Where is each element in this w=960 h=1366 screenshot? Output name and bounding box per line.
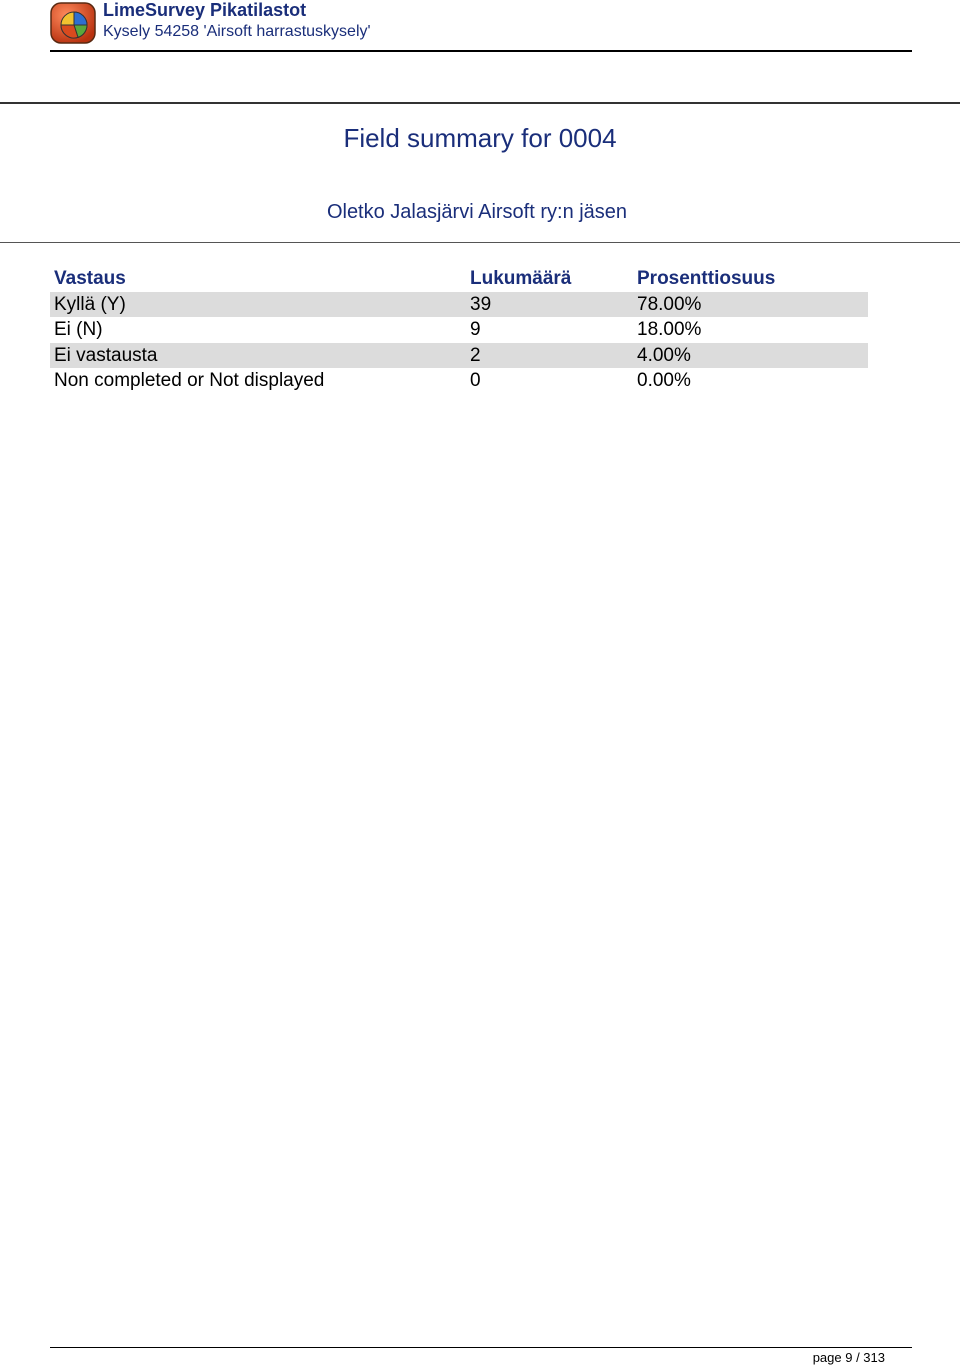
app-title: LimeSurvey Pikatilastot xyxy=(103,0,307,20)
table-header-row xyxy=(50,266,868,292)
count-cell: 39 xyxy=(470,293,492,315)
count-cell: 2 xyxy=(470,344,481,366)
answer-cell: Kyllä (Y) xyxy=(54,293,126,315)
answer-cell: Ei vastausta xyxy=(54,344,158,366)
summary-table xyxy=(50,266,868,394)
column-header-count: Lukumäärä xyxy=(470,268,572,289)
count-cell: 0 xyxy=(470,370,481,391)
page-number: page 9 / 313 xyxy=(812,1350,885,1365)
answer-cell: Ei (N) xyxy=(54,319,103,340)
report-header xyxy=(0,0,960,52)
survey-subtitle: Kysely 54258 'Airsoft harrastuskysely' xyxy=(103,23,371,40)
section-divider-mid xyxy=(0,242,960,243)
percentage-cell: 78.00% xyxy=(637,293,702,315)
header-divider xyxy=(50,50,912,52)
table-row xyxy=(50,292,868,318)
column-header-percentage: Prosenttiosuus xyxy=(637,268,776,289)
column-header-answer: Vastaus xyxy=(54,268,126,289)
section-divider-top xyxy=(0,102,960,104)
percentage-cell: 0.00% xyxy=(637,370,691,391)
count-cell: 9 xyxy=(470,319,481,340)
percentage-cell: 18.00% xyxy=(637,319,702,340)
question-text: Oletko Jalasjärvi Airsoft ry:n jäsen xyxy=(326,201,628,223)
answer-cell: Non completed or Not displayed xyxy=(54,370,325,391)
table-row xyxy=(50,368,868,394)
table-row xyxy=(50,317,868,343)
pie-chart-logo-icon xyxy=(50,2,96,44)
table-row xyxy=(50,343,868,369)
footer-divider xyxy=(50,1347,912,1348)
percentage-cell: 4.00% xyxy=(637,344,691,366)
page-title: Field summary for 0004 xyxy=(343,123,617,153)
